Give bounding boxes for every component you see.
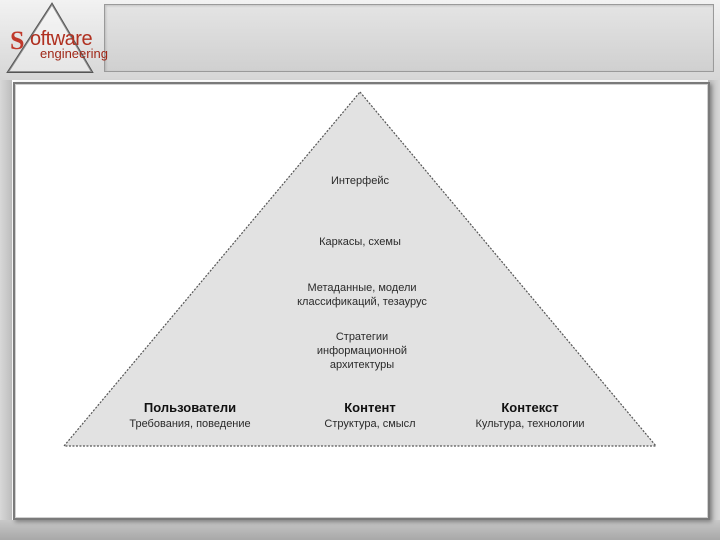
base-content [324, 401, 415, 431]
base-content-subtitle: Структура, смысл [324, 418, 416, 430]
logo-letter-s: S [10, 26, 25, 55]
base-users-subtitle: Требования, поведение [129, 418, 251, 430]
level-wireframes-line: Каркасы, схемы [319, 236, 401, 248]
level-interface [331, 174, 389, 188]
logo-word-oftware: oftware [30, 28, 93, 50]
level-wireframes [319, 235, 401, 249]
level-interface-line: Интерфейс [331, 175, 389, 187]
level-strategy-line-2: информационной [316, 345, 408, 357]
base-context-title: Контекст [501, 400, 559, 415]
base-content-title: Контент [344, 400, 396, 415]
level-metadata [297, 281, 427, 309]
level-strategy-line-1: Стратегии [335, 331, 389, 343]
base-context-subtitle: Культура, технологии [475, 418, 585, 430]
level-strategy-line-3: архитектуры [329, 359, 395, 371]
base-users-title: Пользователи [143, 400, 237, 415]
level-metadata-line-2: классификаций, тезаурус [297, 296, 427, 308]
level-strategy [317, 330, 407, 372]
pyramid-triangle [64, 92, 656, 446]
level-metadata-line-1: Метаданные, модели [307, 282, 417, 294]
base-context [475, 401, 584, 431]
base-users [129, 401, 250, 431]
logo-word-engineering: engineering [40, 46, 108, 61]
